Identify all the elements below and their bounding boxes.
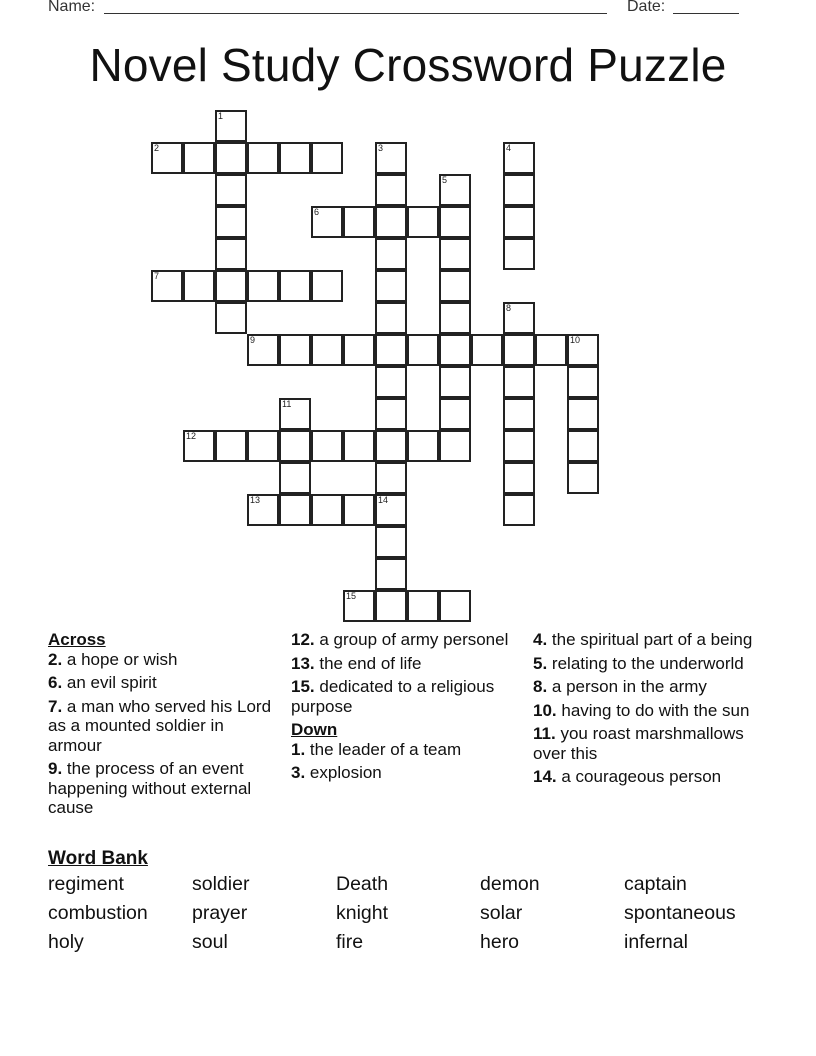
crossword-cell[interactable] <box>439 398 471 430</box>
clue-down-5: 5. relating to the underworld <box>533 653 744 673</box>
crossword-cell[interactable] <box>343 590 375 622</box>
cell-number: 8 <box>506 303 512 313</box>
crossword-cell[interactable] <box>439 590 471 622</box>
crossword-cell[interactable] <box>439 366 471 398</box>
cell-number: 1 <box>218 111 224 121</box>
crossword-cell[interactable] <box>343 430 375 462</box>
crossword-cell[interactable] <box>311 494 343 526</box>
word-bank-item: combustion <box>48 902 148 924</box>
clues-column-1 <box>48 630 280 822</box>
clue-down-1: 1. the leader of a team <box>291 739 462 759</box>
cell-number: 12 <box>186 431 197 441</box>
crossword-cell[interactable] <box>215 206 247 238</box>
crossword-cell[interactable] <box>439 174 471 206</box>
word-bank-item: soldier <box>192 873 250 895</box>
clue-across-12: 12. a group of army personel <box>291 630 509 649</box>
crossword-cell[interactable] <box>503 462 535 494</box>
crossword-cell[interactable] <box>279 334 311 366</box>
crossword-cell[interactable] <box>183 270 215 302</box>
crossword-cell[interactable] <box>535 334 567 366</box>
cell-number: 13 <box>250 495 261 505</box>
crossword-cell[interactable] <box>375 558 407 590</box>
crossword-cell[interactable] <box>439 430 471 462</box>
crossword-cell[interactable] <box>247 142 279 174</box>
crossword-cell[interactable] <box>247 494 279 526</box>
word-bank-item: Death <box>336 873 389 895</box>
across-heading: Across <box>48 630 106 649</box>
word-bank-item: infernal <box>624 931 688 953</box>
word-bank-item: demon <box>480 873 540 895</box>
cell-number: 10 <box>570 335 581 345</box>
cell-number: 4 <box>506 143 512 153</box>
crossword-cell[interactable] <box>215 270 247 302</box>
word-bank-item: soul <box>192 931 228 953</box>
word-bank-item: captain <box>624 873 687 895</box>
crossword-cell[interactable] <box>215 142 247 174</box>
crossword-cell[interactable] <box>439 302 471 334</box>
word-bank-item: spontaneous <box>624 902 736 924</box>
crossword-cell[interactable] <box>503 206 535 238</box>
clue-across-15: 15. dedicated to a religious purpose <box>291 677 495 716</box>
crossword-cell[interactable] <box>311 270 343 302</box>
crossword-cell[interactable] <box>375 174 407 206</box>
crossword-cell[interactable] <box>503 398 535 430</box>
crossword-cell[interactable] <box>151 142 183 174</box>
crossword-cell[interactable] <box>439 334 471 366</box>
crossword-cell[interactable] <box>503 302 535 334</box>
cell-number: 15 <box>346 591 357 601</box>
crossword-cell[interactable] <box>503 174 535 206</box>
crossword-cell[interactable] <box>183 430 215 462</box>
crossword-cell[interactable] <box>375 366 407 398</box>
clue-across-7: 7. a man who served his Lord as a mounted soldier in armour <box>48 696 272 755</box>
word-bank-item: holy <box>48 931 84 953</box>
word-bank-item: hero <box>480 931 520 953</box>
crossword-cell[interactable] <box>343 334 375 366</box>
crossword-cell[interactable] <box>375 206 407 238</box>
clue-across-2: 2. a hope or wish <box>48 649 178 669</box>
crossword-cell[interactable] <box>567 462 599 494</box>
crossword-cell[interactable] <box>503 430 535 462</box>
crossword-cell[interactable] <box>375 462 407 494</box>
crossword-cell[interactable] <box>183 142 215 174</box>
clues-column-2 <box>291 630 521 787</box>
crossword-cell[interactable] <box>503 494 535 526</box>
cell-number: 5 <box>442 175 448 185</box>
crossword-cell[interactable] <box>279 494 311 526</box>
crossword-cell[interactable] <box>567 334 599 366</box>
crossword-cell[interactable] <box>279 462 311 494</box>
crossword-cell[interactable] <box>247 430 279 462</box>
crossword-cell[interactable] <box>215 174 247 206</box>
clue-down-3: 3. explosion <box>291 763 382 782</box>
crossword-cell[interactable] <box>215 430 247 462</box>
cell-number: 7 <box>154 271 160 281</box>
cell-number: 11 <box>282 399 292 409</box>
crossword-cell[interactable] <box>439 206 471 238</box>
name-label: Name: <box>48 0 96 15</box>
crossword-cell[interactable] <box>375 590 407 622</box>
crossword-cell[interactable] <box>343 494 375 526</box>
clue-down-4: 4. the spiritual part of a being <box>533 630 753 649</box>
crossword-cell[interactable] <box>279 430 311 462</box>
crossword-cell[interactable] <box>567 430 599 462</box>
crossword-cell[interactable] <box>343 206 375 238</box>
clue-down-10: 10. having to do with the sun <box>533 700 750 720</box>
cell-number: 6 <box>314 207 320 217</box>
crossword-cell[interactable] <box>215 110 247 142</box>
word-bank-item: regiment <box>48 873 124 895</box>
word-bank-item: solar <box>480 902 523 924</box>
crossword-cell[interactable] <box>567 366 599 398</box>
word-bank-item: fire <box>336 931 364 953</box>
cell-number: 9 <box>250 335 256 345</box>
crossword-cell[interactable] <box>375 270 407 302</box>
crossword-cell[interactable] <box>375 526 407 558</box>
crossword-cell[interactable] <box>311 142 343 174</box>
crossword-cell[interactable] <box>247 334 279 366</box>
crossword-cell[interactable] <box>439 270 471 302</box>
clue-down-14: 14. a courageous person <box>533 767 722 786</box>
crossword-cell[interactable] <box>503 142 535 174</box>
crossword-cell[interactable] <box>375 142 407 174</box>
crossword-cell[interactable] <box>375 238 407 270</box>
crossword-cell[interactable] <box>311 334 343 366</box>
page-title: Novel Study Crossword Puzzle <box>89 39 727 91</box>
crossword-cell[interactable] <box>407 334 439 366</box>
clue-across-13: 13. the end of life <box>291 653 422 673</box>
crossword-cell[interactable] <box>279 142 311 174</box>
date-label: Date: <box>627 0 666 15</box>
crossword-cell[interactable] <box>151 270 183 302</box>
word-bank-title: Word Bank <box>48 848 148 869</box>
word-bank-item: prayer <box>192 902 248 924</box>
word-bank <box>48 872 768 955</box>
crossword-cell[interactable] <box>215 238 247 270</box>
crossword-cell[interactable] <box>503 334 535 366</box>
cell-number: 14 <box>378 495 389 505</box>
crossword-cell[interactable] <box>503 238 535 270</box>
crossword-cell[interactable] <box>215 302 247 334</box>
crossword-cell[interactable] <box>279 270 311 302</box>
word-bank-item: knight <box>336 902 389 924</box>
crossword-cell[interactable] <box>407 590 439 622</box>
clue-across-6: 6. an evil spirit <box>48 673 157 692</box>
crossword-cell[interactable] <box>311 206 343 238</box>
crossword-cell[interactable] <box>375 334 407 366</box>
clues-column-3 <box>533 630 763 791</box>
crossword-cell[interactable] <box>375 494 407 526</box>
down-heading: Down <box>291 720 338 739</box>
crossword-cell[interactable] <box>311 430 343 462</box>
clue-across-9: 9. the process of an event happening without external cause <box>48 759 252 817</box>
crossword-cell[interactable] <box>247 270 279 302</box>
cell-number: 3 <box>378 143 384 153</box>
clue-down-11: 11. you roast marshmallows over this <box>533 724 744 763</box>
crossword-cell[interactable] <box>279 398 311 430</box>
crossword-cell[interactable] <box>375 302 407 334</box>
crossword-cell[interactable] <box>567 398 599 430</box>
crossword-cell[interactable] <box>503 366 535 398</box>
crossword-cell[interactable] <box>407 430 439 462</box>
crossword-cell[interactable] <box>375 398 407 430</box>
crossword-cell[interactable] <box>407 206 439 238</box>
crossword-cell[interactable] <box>375 430 407 462</box>
cell-number: 2 <box>154 143 160 153</box>
crossword-cell[interactable] <box>439 238 471 270</box>
crossword-cell[interactable] <box>471 334 503 366</box>
clue-down-8: 8. a person in the army <box>533 677 707 696</box>
